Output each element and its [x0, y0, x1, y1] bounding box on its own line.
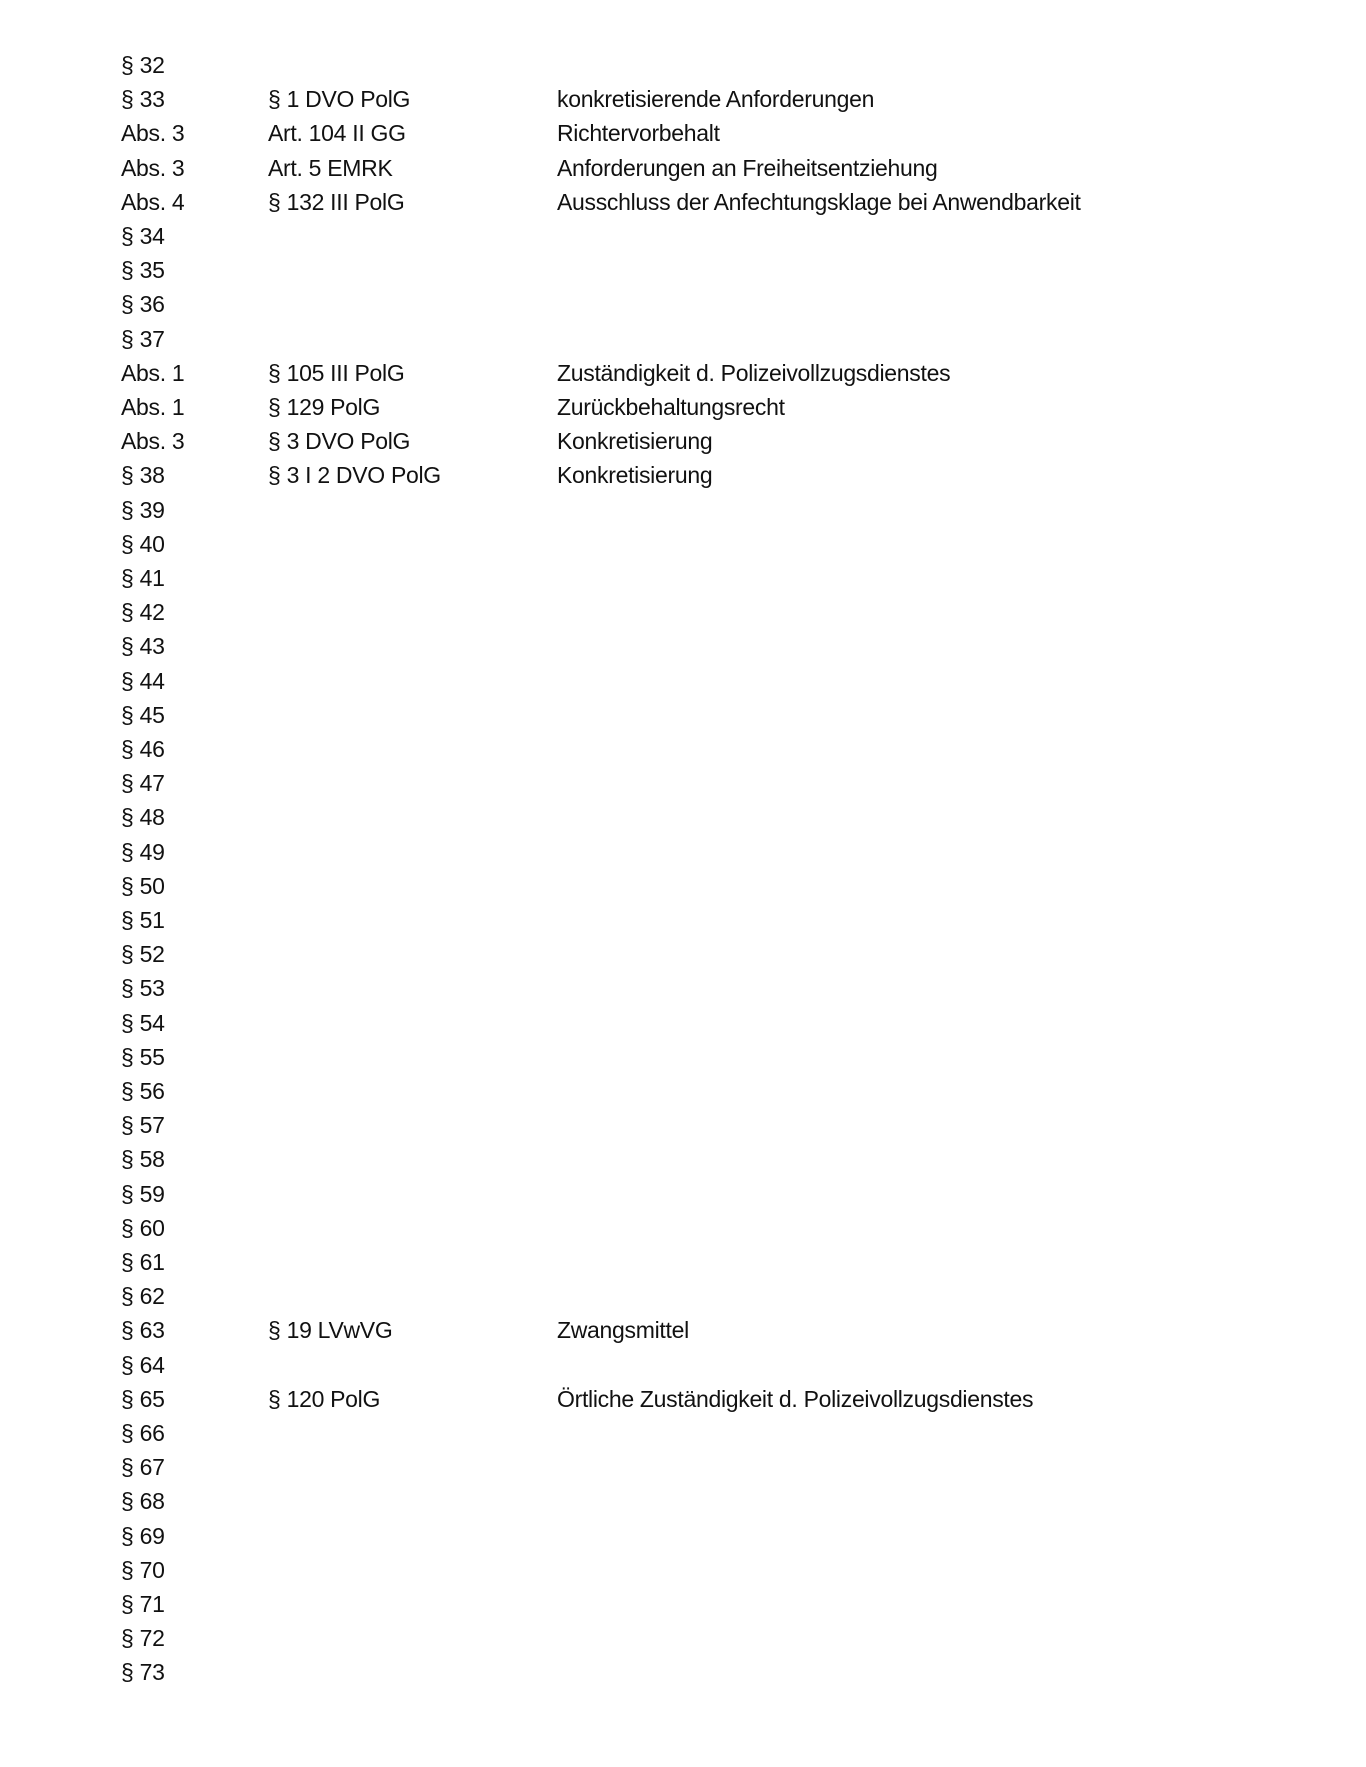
table-row	[0, 1313, 1366, 1347]
table-row	[0, 458, 1366, 492]
cross-reference: § 120 PolG	[268, 1385, 381, 1412]
section-number: § 36	[121, 291, 165, 318]
section-number: § 51	[121, 907, 165, 933]
section-number: § 33	[121, 86, 165, 113]
table-row	[0, 732, 1366, 766]
table-row	[0, 424, 1366, 458]
table-row	[0, 1382, 1366, 1416]
section-number: § 32	[121, 52, 165, 78]
cross-reference: § 129 PolG	[268, 394, 381, 420]
reference-note: Ausschluss der Anfechtungsklage bei Anwendbarkeit	[557, 188, 1081, 215]
table-row	[0, 903, 1366, 937]
cross-reference: § 19 LVwVG	[268, 1317, 393, 1344]
table-row	[0, 1621, 1366, 1655]
table-row	[0, 1655, 1366, 1689]
cross-reference: § 1 DVO PolG	[268, 86, 411, 113]
section-number: § 53	[121, 975, 165, 1002]
table-row	[0, 1245, 1366, 1279]
table-row	[0, 800, 1366, 834]
section-number: § 73	[121, 1659, 165, 1686]
section-number: § 62	[121, 1283, 165, 1310]
section-number: § 44	[121, 667, 165, 694]
reference-note: Zwangsmittel	[557, 1317, 689, 1344]
section-number: § 56	[121, 1078, 165, 1104]
section-number: § 34	[121, 223, 165, 249]
reference-note: Zuständigkeit d. Polizeivollzugsdienstes	[557, 359, 951, 386]
table-row	[0, 835, 1366, 869]
table-row	[0, 116, 1366, 150]
table-row	[0, 287, 1366, 321]
reference-note: Konkretisierung	[557, 462, 713, 489]
table-row	[0, 1279, 1366, 1313]
table-row	[0, 766, 1366, 800]
section-number: § 43	[121, 633, 165, 660]
section-number: § 37	[121, 325, 165, 352]
table-row	[0, 971, 1366, 1005]
table-row	[0, 937, 1366, 971]
table-row	[0, 698, 1366, 732]
section-number: § 60	[121, 1214, 165, 1241]
table-row	[0, 1040, 1366, 1074]
table-row	[0, 322, 1366, 356]
section-number: § 65	[121, 1385, 165, 1412]
reference-note: Örtliche Zuständigkeit d. Polizeivollzugsdienstes	[557, 1385, 1034, 1412]
section-number: § 63	[121, 1317, 165, 1344]
table-row	[0, 527, 1366, 561]
section-number: § 59	[121, 1180, 165, 1207]
cross-reference: § 132 III PolG	[268, 188, 405, 215]
table-row	[0, 1074, 1366, 1108]
table-row	[0, 1553, 1366, 1587]
table-row	[0, 82, 1366, 116]
section-number: § 55	[121, 1043, 165, 1070]
section-number: § 70	[121, 1556, 165, 1583]
cross-reference: § 105 III PolG	[268, 359, 405, 386]
table-row	[0, 390, 1366, 424]
section-number: § 49	[121, 838, 165, 865]
table-row	[0, 356, 1366, 390]
section-number: § 39	[121, 496, 165, 523]
section-number: § 72	[121, 1625, 165, 1652]
section-number: § 50	[121, 872, 165, 899]
section-number: § 47	[121, 770, 165, 797]
table-row	[0, 1587, 1366, 1621]
table-row	[0, 664, 1366, 698]
table-row	[0, 869, 1366, 903]
table-row	[0, 1108, 1366, 1142]
table-row	[0, 561, 1366, 595]
section-number: § 52	[121, 941, 165, 968]
section-number: § 42	[121, 599, 165, 626]
cross-reference: Art. 5 EMRK	[268, 154, 393, 181]
section-number: § 46	[121, 736, 165, 762]
section-number: Abs. 4	[121, 188, 185, 215]
cross-reference: Art. 104 II GG	[268, 120, 406, 147]
section-number: Abs. 3	[121, 428, 185, 455]
section-number: § 35	[121, 257, 165, 284]
table-row	[0, 1142, 1366, 1176]
section-number: § 48	[121, 804, 165, 831]
reference-note: konkretisierende Anforderungen	[557, 86, 875, 113]
section-number: § 71	[121, 1591, 165, 1617]
section-number: Abs. 1	[121, 359, 185, 386]
table-row	[0, 1484, 1366, 1518]
reference-note: Richtervorbehalt	[557, 120, 720, 147]
section-number: § 66	[121, 1420, 165, 1446]
table-row	[0, 1416, 1366, 1450]
section-number: § 64	[121, 1351, 165, 1378]
section-number: § 57	[121, 1112, 165, 1139]
reference-note: Anforderungen an Freiheitsentziehung	[557, 154, 938, 181]
table-row	[0, 219, 1366, 253]
table-row	[0, 629, 1366, 663]
section-number: Abs. 1	[121, 394, 185, 420]
section-number: § 38	[121, 462, 165, 489]
reference-note: Konkretisierung	[557, 428, 713, 455]
table-row	[0, 151, 1366, 185]
table-row	[0, 1006, 1366, 1040]
table-row	[0, 1348, 1366, 1382]
table-row	[0, 253, 1366, 287]
section-number: § 61	[121, 1249, 165, 1275]
section-number: § 41	[121, 565, 165, 591]
section-number: § 40	[121, 530, 165, 557]
section-number: § 45	[121, 701, 165, 728]
table-row	[0, 1177, 1366, 1211]
table-row	[0, 185, 1366, 219]
cross-reference: § 3 I 2 DVO PolG	[268, 462, 441, 489]
table-row	[0, 493, 1366, 527]
section-number: § 69	[121, 1522, 165, 1549]
table-row	[0, 48, 1366, 82]
table-row	[0, 1519, 1366, 1553]
cross-reference: § 3 DVO PolG	[268, 428, 411, 455]
section-number: § 68	[121, 1488, 165, 1515]
table-row	[0, 1450, 1366, 1484]
section-number: § 58	[121, 1146, 165, 1173]
table-row	[0, 595, 1366, 629]
section-number: § 54	[121, 1009, 165, 1036]
section-number: Abs. 3	[121, 120, 185, 147]
section-number: § 67	[121, 1454, 165, 1481]
section-number: Abs. 3	[121, 154, 185, 181]
reference-note: Zurückbehaltungsrecht	[557, 394, 785, 420]
table-row	[0, 1211, 1366, 1245]
